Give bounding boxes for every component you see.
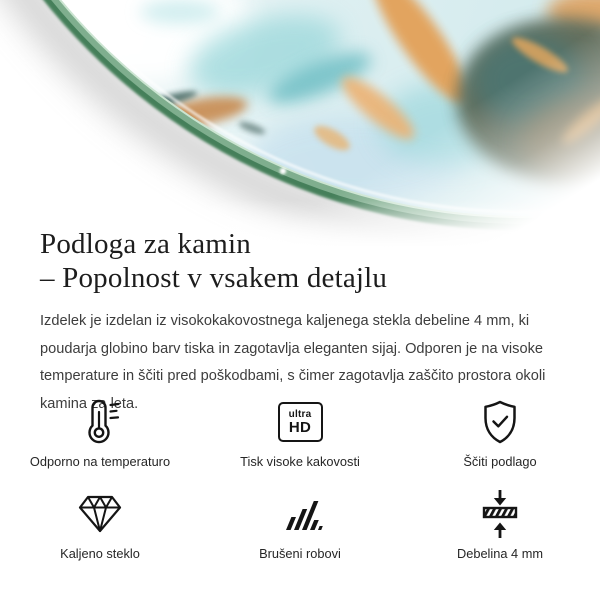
feature-print-quality [200, 396, 400, 470]
product-title-line2: – Popolnost v vsakem detajlu [40, 262, 388, 294]
feature-label: Debelina 4 mm [456, 546, 544, 561]
feature-label: Odporno na temperaturo [29, 454, 171, 469]
feature-label: Tisk visoke kakovosti [240, 454, 360, 469]
feature-tempered-glass [0, 488, 200, 562]
ultra-hd-text-bottom: HD [288, 419, 312, 436]
glass-panel-image [0, 0, 600, 248]
feature-label: Kaljeno steklo [60, 546, 140, 561]
feature-label: Brušeni robovi [259, 546, 341, 561]
product-description: Izdelek je izdelan iz visokokakovostnega kaljenega stekla debeline 4 mm, ki poudarja globino barv tiska in zagotavlja eleganten sijaj. Odporen je na visoke temperature in ščiti pred poškodbami, s čimer zagotavlja zaščito prostora okoli kamina za leta. [40, 313, 546, 412]
thermometer-icon [76, 396, 124, 448]
shield-check-icon [478, 396, 522, 448]
beveled-edges-icon [277, 488, 323, 540]
ultra-hd-icon [278, 396, 323, 448]
product-title [40, 227, 560, 295]
thickness-icon [480, 488, 520, 540]
feature-protection [400, 396, 600, 470]
ultra-hd-text-top: ultra [288, 409, 312, 420]
feature-temperature [0, 396, 200, 470]
feature-beveled-edges [200, 488, 400, 562]
feature-label: Ščiti podlago [463, 454, 537, 469]
feature-grid [0, 396, 600, 562]
product-title-line1: Podloga za kamin [40, 228, 251, 260]
feature-thickness [400, 488, 600, 562]
product-photo [0, 0, 600, 248]
diamond-icon [76, 488, 124, 540]
photo-fade-bottom [0, 0, 600, 248]
